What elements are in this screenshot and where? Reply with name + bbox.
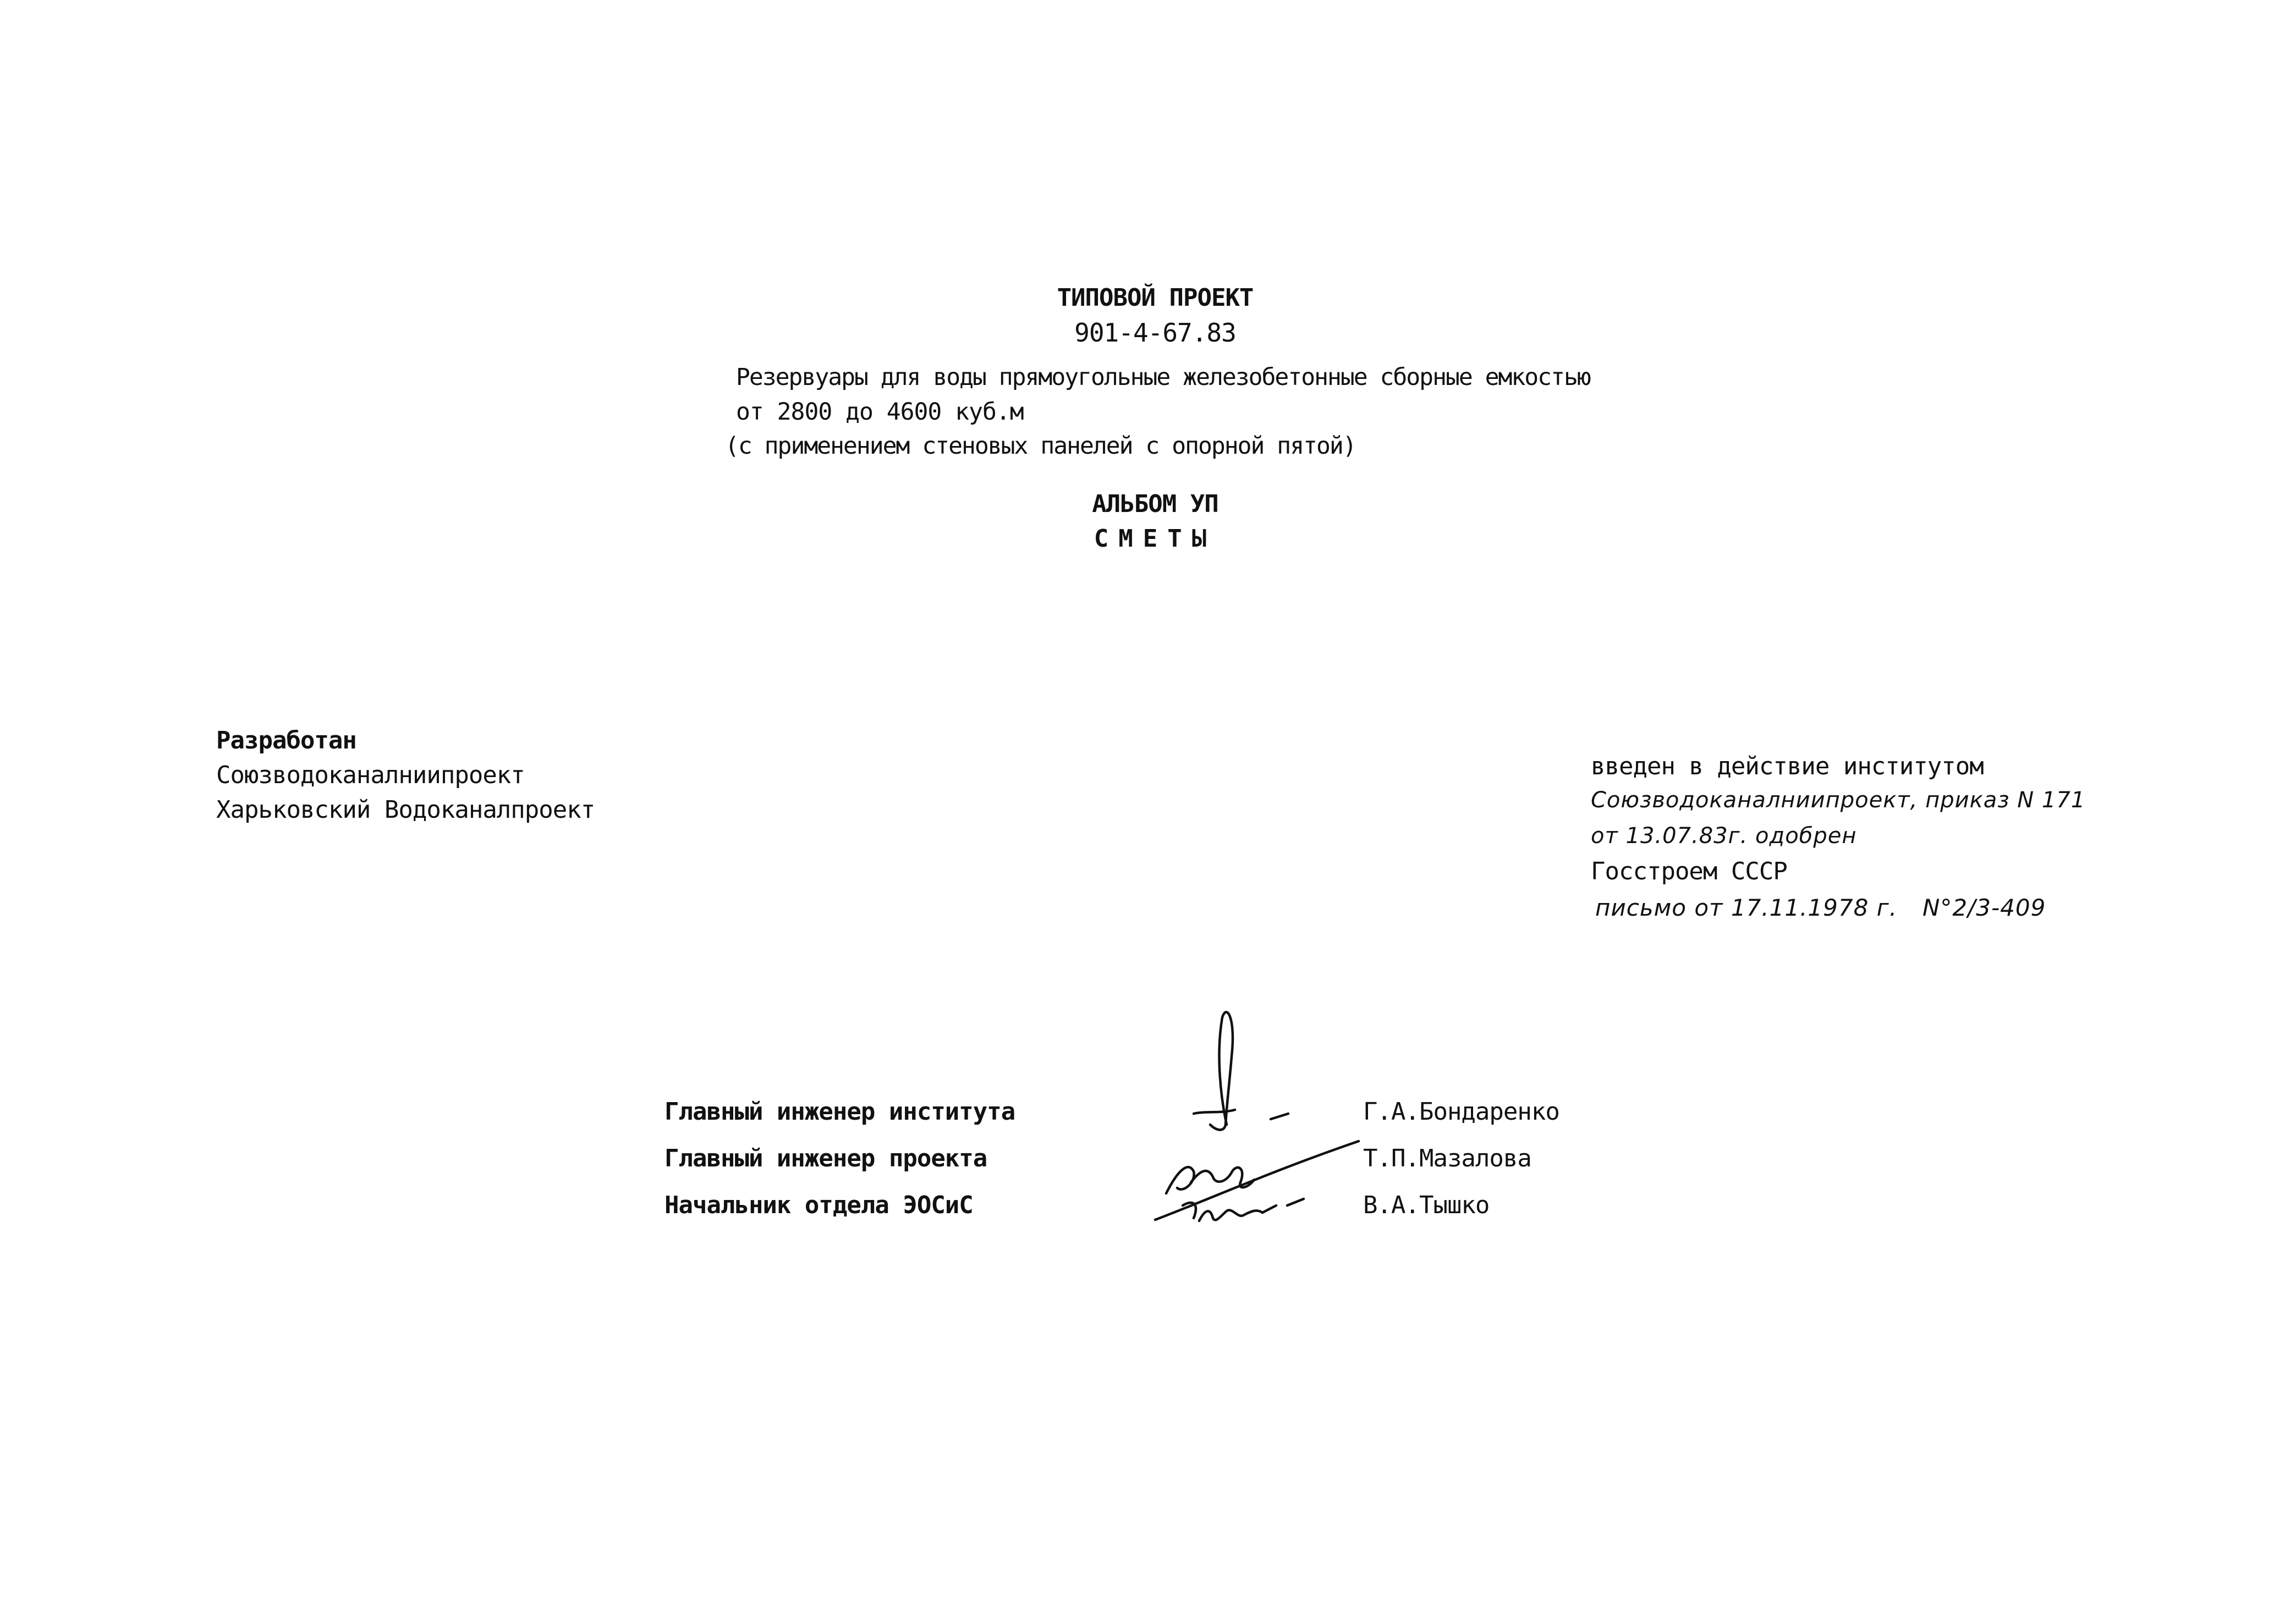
album-label: АЛЬБОМ УП [1092, 490, 1218, 518]
developer-label: Разработан [216, 726, 356, 755]
signatory-name-3: В.А.Тышко [1363, 1191, 1490, 1219]
approval-letter-number: N°2/3-409 [1923, 894, 2046, 921]
signatory-position-3: Начальник отдела ЭОСиС [664, 1191, 973, 1219]
description-line-3: (с применением стеновых панелей с опорной пятой) [725, 432, 1356, 460]
signatory-name-2: Т.П.Мазалова [1363, 1144, 1531, 1172]
approval-letter: письмо от 17.11.1978 г. [1595, 894, 1898, 921]
approval-line-2: Союзводоканалниипроект, приказ N 171 [1591, 788, 2086, 813]
description-line-1: Резервуары для воды прямоугольные железобетонные сборные емкостью [736, 364, 1590, 391]
description-line-2: от 2800 до 4600 куб.м [736, 398, 1024, 426]
project-number: 901-4-67.83 [1074, 318, 1236, 348]
signatory-position-2: Главный инженер проекта [664, 1144, 987, 1172]
approval-line-3: от 13.07.83г. одобрен [1591, 823, 1857, 849]
approval-line-1: введен в действие институтом [1591, 752, 1984, 780]
signatory-position-1: Главный инженер института [664, 1098, 1015, 1126]
developer-org-1: Союзводоканалниипроект [216, 761, 525, 789]
handwritten-signatures [1144, 1006, 1375, 1243]
approval-line-4: Госстроем СССР [1591, 857, 1787, 885]
developer-org-2: Харьковский Водоканалпроект [216, 796, 595, 824]
section-label: СМЕТЫ [1094, 525, 1217, 553]
document-title: ТИПОВОЙ ПРОЕКТ [1057, 284, 1254, 312]
signatory-name-1: Г.А.Бондаренко [1363, 1098, 1559, 1126]
